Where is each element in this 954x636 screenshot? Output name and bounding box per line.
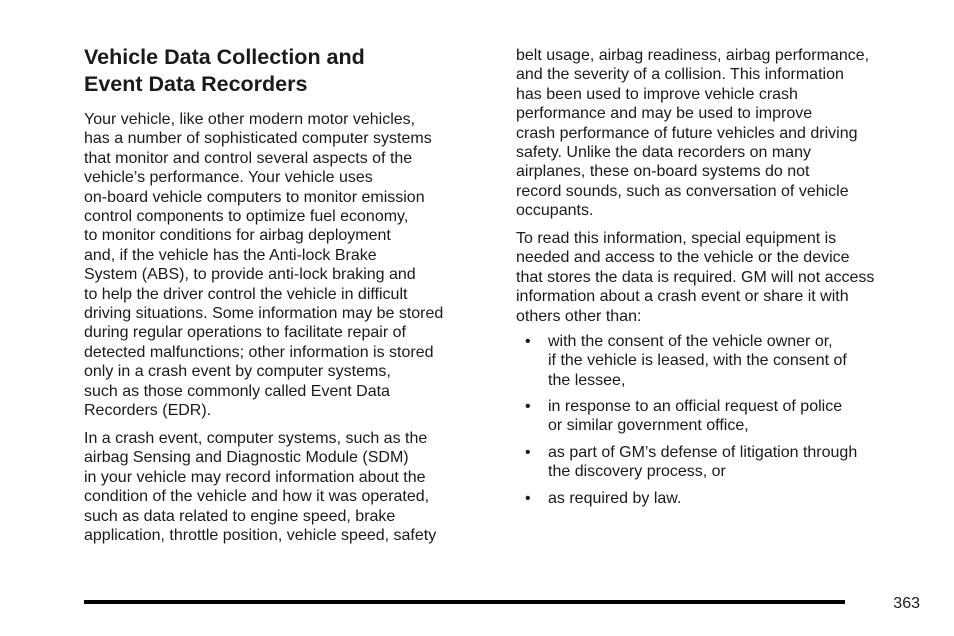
text-line: to help the driver control the vehicle in difficult (84, 285, 408, 303)
bullet-text (548, 443, 857, 482)
text-line: on-board vehicle computers to monitor emission (84, 188, 425, 206)
text-line: To read this information, special equipment is (516, 230, 837, 247)
text-line: Your vehicle, like other modern motor vehicles, (84, 111, 416, 128)
text-line: and the severity of a collision. This information (516, 66, 844, 84)
page-number: 363 (893, 595, 920, 612)
text-line: has a number of sophisticated computer systems (84, 130, 432, 148)
text-line: such as data related to engine speed, brake (84, 507, 396, 525)
text-line: control components to optimize fuel economy, (84, 208, 409, 226)
text-line: vehicle’s performance. Your vehicle uses (84, 169, 373, 187)
text-line: only in a crash event by computer systems, (84, 363, 391, 381)
text-line: application, throttle position, vehicle speed, safety (84, 527, 437, 545)
text-line: occupants. (516, 202, 594, 220)
heading-line: Vehicle Data Collection and (84, 45, 365, 69)
text-line: has been used to improve vehicle crash (516, 85, 798, 103)
left-paragraph-1 (84, 110, 443, 421)
text-line: airbag Sensing and Diagnostic Module (SDM) (84, 449, 409, 467)
text-line: that stores the data is required. GM will not access (516, 268, 875, 286)
text-line: condition of the vehicle and how it was operated, (84, 488, 430, 506)
bullet-text (548, 332, 847, 390)
text-line: In a crash event, computer systems, such as the (84, 430, 428, 447)
text-line: airplanes, these on-board systems do not (516, 163, 810, 181)
text-line: Recorders (EDR). (84, 402, 212, 420)
bullet-icon: • (525, 398, 531, 415)
text-line: in your vehicle may record information about the (84, 468, 426, 486)
bullet-text (548, 397, 842, 436)
section-heading (84, 44, 365, 98)
text-line: as part of GM’s defense of litigation through (548, 444, 858, 461)
right-paragraph-1 (516, 46, 869, 221)
text-line: needed and access to the vehicle or the device (516, 249, 850, 267)
heading-line: Event Data Recorders (84, 72, 308, 96)
text-line: the lessee, (548, 371, 626, 389)
text-line: information about a crash event or share it with (516, 288, 849, 306)
text-line: others other than: (516, 307, 642, 325)
text-line: such as those commonly called Event Data (84, 382, 390, 400)
bullet-icon: • (525, 490, 531, 507)
text-line: the discovery process, or (548, 463, 726, 481)
text-line: safety. Unlike the data recorders on many (516, 144, 811, 162)
text-line: or similar government office, (548, 417, 749, 435)
right-paragraph-2 (516, 229, 874, 326)
text-line: crash performance of future vehicles and driving (516, 124, 858, 142)
text-line: detected malfunctions; other information is stored (84, 343, 434, 361)
bullet-icon: • (525, 444, 531, 461)
bullet-icon: • (525, 333, 531, 350)
text-line: System (ABS), to provide anti-lock braking and (84, 266, 416, 284)
footer-rule (84, 600, 845, 604)
text-line: and, if the vehicle has the Anti-lock Brake (84, 246, 377, 264)
text-line: with the consent of the vehicle owner or, (548, 333, 833, 350)
text-line: performance and may be used to improve (516, 105, 813, 123)
text-line: record sounds, such as conversation of vehicle (516, 182, 849, 200)
bullet-text (548, 489, 681, 508)
left-paragraph-2 (84, 429, 436, 545)
text-line: to monitor conditions for airbag deployment (84, 227, 391, 245)
text-line: that monitor and control several aspects of the (84, 149, 413, 167)
text-line: in response to an official request of police (548, 398, 843, 415)
text-line: as required by law. (548, 490, 682, 507)
text-line: driving situations. Some information may be stored (84, 305, 444, 323)
text-line: belt usage, airbag readiness, airbag performance, (516, 47, 870, 64)
text-line: during regular operations to facilitate repair of (84, 324, 406, 342)
text-line: if the vehicle is leased, with the consent of (548, 352, 847, 370)
